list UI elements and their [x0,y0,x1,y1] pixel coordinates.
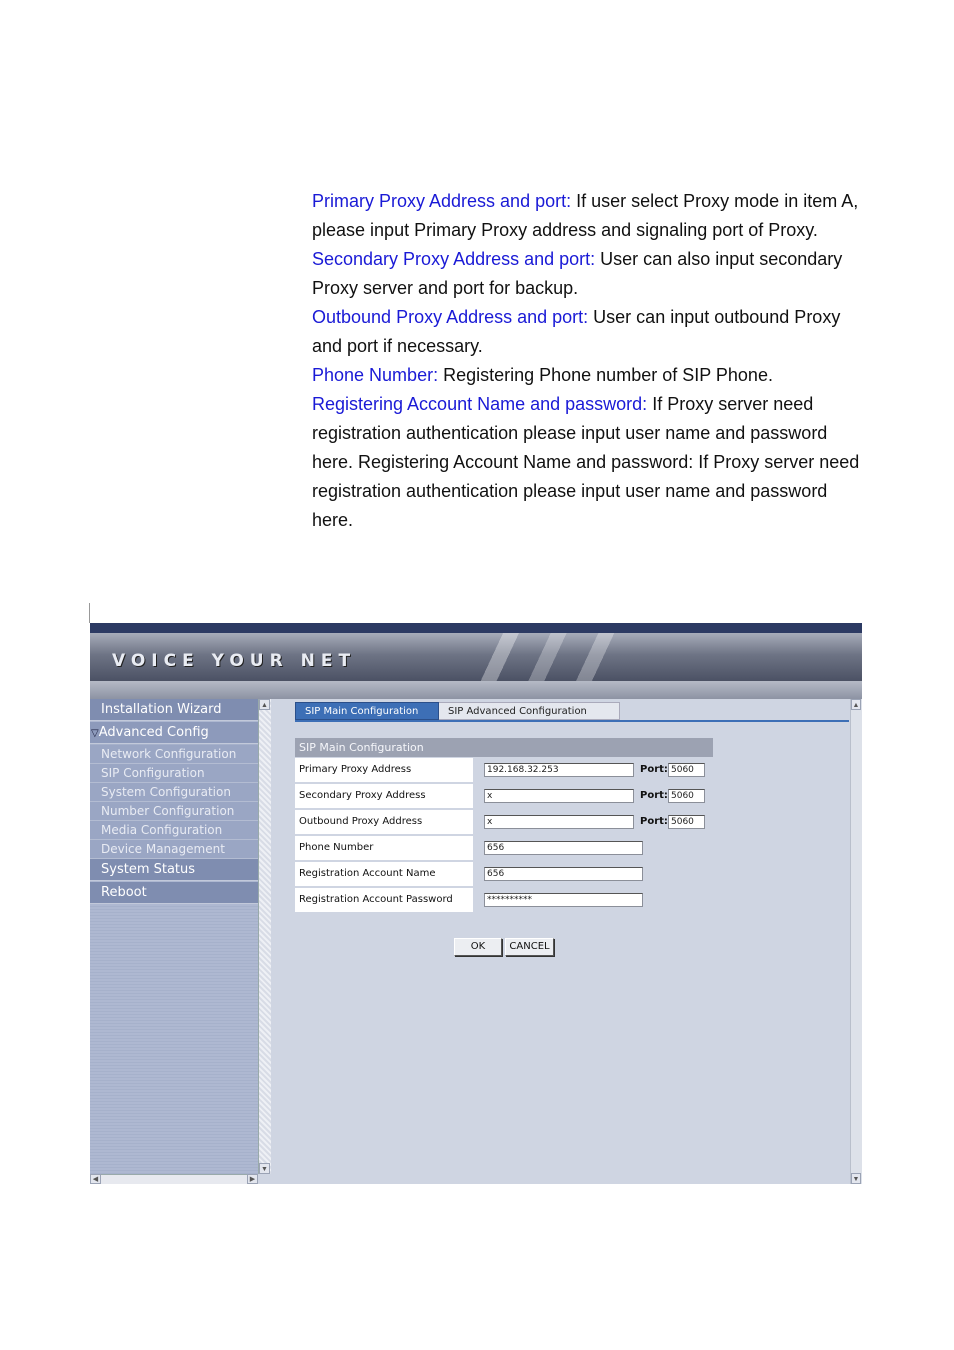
desc-secondary-proxy: User can also input secondary Proxy server and port for backup. [312,249,843,298]
row-label: Primary Proxy Address [295,758,473,782]
sidebar-item-system-status[interactable]: System Status [90,859,258,881]
outbound-proxy-port-input[interactable]: 5060 [668,815,705,829]
form-title: SIP Main Configuration [295,738,713,757]
screenshot-edge [89,603,90,623]
desc-registration: If Proxy server need registration authentication please input user name and password here. Registering Account Name and password: If Proxy server need registration authentication please input user name and password here. [312,394,860,530]
scroll-down-icon[interactable]: ▼ [851,1173,861,1184]
row-label: Outbound Proxy Address [295,810,473,834]
sidebar-item-advanced-config[interactable] [90,722,258,744]
tab-sip-main-configuration[interactable]: SIP Main Configuration [295,702,439,720]
desc-primary-proxy: If user select Proxy mode in item A, please input Primary Proxy address and signaling port of Proxy. [312,191,859,240]
paragraph-primary-proxy [312,187,864,245]
scroll-up-icon[interactable]: ▲ [259,699,270,710]
account-name-input[interactable]: 656 [484,867,643,881]
form-row-account-password [295,887,713,913]
term-secondary-proxy: Secondary Proxy Address and port: [312,249,596,269]
sidebar-item-installation-wizard[interactable]: Installation Wizard [90,699,258,721]
sidebar-item-number-configuration[interactable]: Number Configuration [90,802,258,821]
secondary-proxy-port-input[interactable]: 5060 [668,789,705,803]
outbound-proxy-address-input[interactable]: x [484,815,634,829]
primary-proxy-port-input[interactable]: 5060 [668,763,705,777]
form-row-secondary-proxy [295,783,713,809]
scroll-left-icon[interactable]: ◀ [90,1174,101,1184]
triangle-down-icon: ▽ [91,728,99,739]
cancel-button[interactable]: CANCEL [505,938,554,956]
sidebar-item-network-configuration[interactable]: Network Configuration [90,745,258,764]
sidebar [90,699,258,1174]
paragraph-registration [312,390,864,535]
term-registration: Registering Account Name and password: [312,394,648,414]
ok-button[interactable]: OK [454,938,502,956]
sidebar-item-reboot[interactable]: Reboot [90,882,258,904]
row-label: Secondary Proxy Address [295,784,473,808]
sidebar-scrollbar[interactable] [258,699,271,1174]
document-body [312,187,864,535]
form-row-primary-proxy [295,757,713,783]
banner [90,633,862,681]
tab-sip-advanced-configuration[interactable]: SIP Advanced Configuration [439,702,620,720]
sidebar-item-sip-configuration[interactable]: SIP Configuration [90,764,258,783]
phone-number-input[interactable]: 656 [484,841,643,855]
scroll-up-icon[interactable]: ▲ [851,699,861,710]
top-bar [90,623,862,633]
port-label: Port: [640,816,668,827]
scroll-right-icon[interactable]: ▶ [247,1174,258,1184]
sidebar-item-device-management[interactable]: Device Management [90,840,258,859]
desc-phone-number: Registering Phone number of SIP Phone. [438,365,773,385]
sidebar-item-media-configuration[interactable]: Media Configuration [90,821,258,840]
row-label: Registration Account Name [295,862,473,886]
sub-bar [90,681,862,700]
paragraph-secondary-proxy [312,245,864,303]
term-phone-number: Phone Number: [312,365,439,385]
row-label: Phone Number [295,836,473,860]
term-outbound-proxy: Outbound Proxy Address and port: [312,307,589,327]
port-label: Port: [640,764,668,775]
form-row-account-name [295,861,713,887]
sip-config-screenshot [90,623,862,1184]
main-content [271,699,850,1184]
desc-outbound-proxy: User can input outbound Proxy and port if necessary. [312,307,841,356]
sip-main-form [295,738,713,913]
paragraph-outbound-proxy [312,303,864,361]
port-label: Port: [640,790,668,801]
sidebar-horizontal-scrollbar[interactable] [90,1174,258,1184]
sidebar-item-label: Advanced Config [98,725,209,740]
row-label: Registration Account Password [295,888,473,912]
term-primary-proxy: Primary Proxy Address and port: [312,191,572,211]
scroll-down-icon[interactable]: ▼ [259,1163,270,1174]
account-password-input[interactable]: ********** [484,893,643,907]
primary-proxy-address-input[interactable]: 192.168.32.253 [484,763,634,777]
main-scrollbar[interactable] [850,699,862,1184]
tab-underline [295,720,849,722]
paragraph-phone-number [312,361,864,390]
logo: VOICE YOUR NET [112,651,357,671]
form-row-phone-number [295,835,713,861]
secondary-proxy-address-input[interactable]: x [484,789,634,803]
form-row-outbound-proxy [295,809,713,835]
sidebar-item-system-configuration[interactable]: System Configuration [90,783,258,802]
